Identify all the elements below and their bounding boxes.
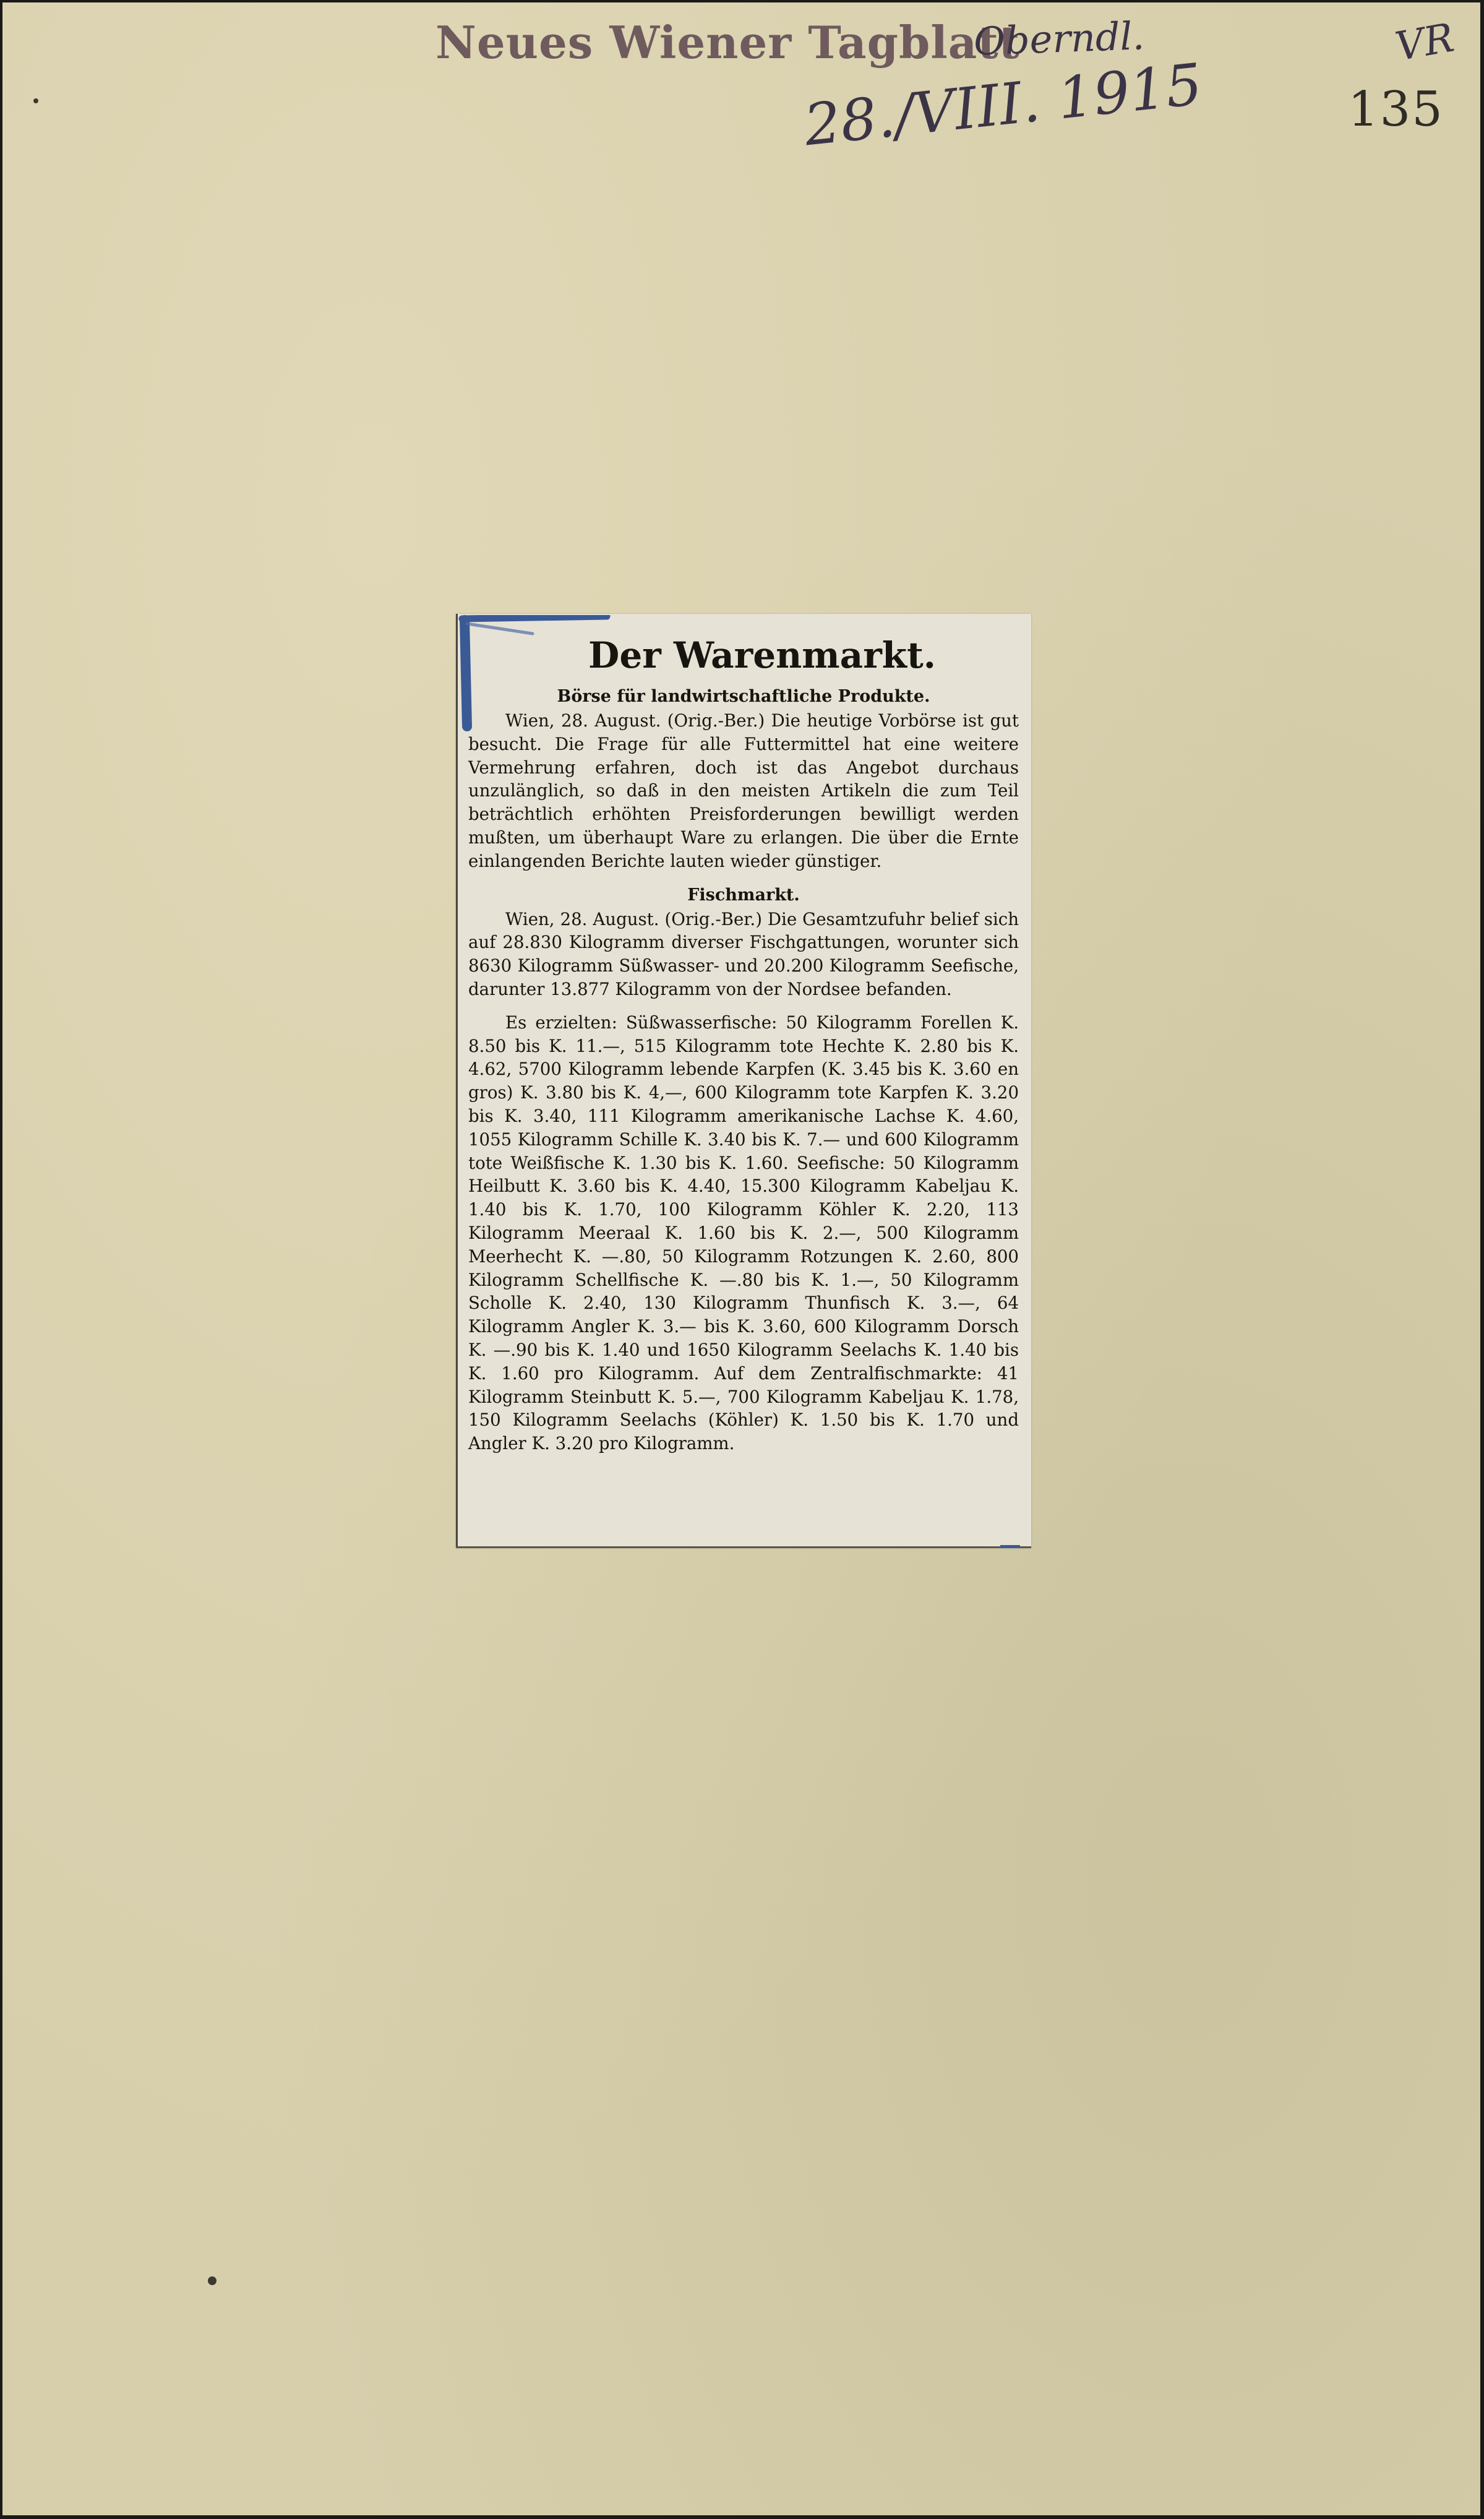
paragraph-text: Wien, 28. August. (Orig.-Ber.) Die heutige Vorbörse ist gut besucht. Die Frage für alle Futtermittel hat eine weitere Vermehrung erfahren, doch ist das Angebot durchaus unzulänglich, so daß in den meisten Artikeln die zum Teil beträchtlich erhöhten Preisforderungen bewilligt werden mußten, um überhaupt Ware zu erlangen. Die über die Ernte einlangenden Berichte lauten wieder günstiger. [468,710,1019,871]
article-headline: Der Warenmarkt. [588,634,936,676]
paper-speck [33,98,38,103]
handwritten-corner-mark: VR [1392,15,1458,71]
handwritten-name: Oberndl. [972,13,1146,64]
newspaper-clipping [456,614,1031,1548]
clipping-column-rule [456,614,458,1548]
section-paragraph-fischmarkt-2 [468,1011,1019,1455]
page-number: 135 [1348,82,1444,137]
clipping-bottom-edge [456,1546,1031,1548]
section-title-boerse: Börse für landwirtschaftliche Produkte. [557,687,930,706]
paragraph-text: Es erzielten: Süßwasserfische: 50 Kilogramm Forellen K. 8.50 bis K. 11.—, 515 Kilogramm tote Hechte K. 2.80 bis K. 4.62, 5700 Kilogramm lebende Karpfen (K. 3.45 bis K. 3.60 en gros) K. 3.80 bis K. 4,—, 600 Kilogramm tote Karpfen K. 3.20 bis K. 3.40, 111 Kilogramm amerikanische Lachse K. 4.60, 1055 Kilogramm Schille K. 3.40 bis K. 7.— und 600 Kilogramm tote Weißfische K. 1.30 bis K. 1.60. Seefische: 50 Kilogramm Heilbutt K. 3.60 bis K. 4.40, 15.300 Kilogramm Kabeljau K. 1.40 bis K. 1.70, 100 Kilogramm Köhler K. 2.20, 113 Kilogramm Meeraal K. 1.60 bis K. 2.—, 500 Kilogramm Meerhecht K. —.80, 50 Kilogramm Rotzungen K. 2.60, 800 Kilogramm Schellfische K. —.80 bis K. 1.—, 50 Kilogramm Scholle K. 2.40, 130 Kilogramm Thunfisch K. 3.—, 64 Kilogramm Angler K. 3.— bis K. 3.60, 600 Kilogramm Dorsch K. —.90 bis K. 1.40 und 1650 Kilogramm Seelachs K. 1.40 bis K. 1.60 pro Kilogramm. Auf dem Zentralfischmarkte: 41 Kilogramm Steinbutt K. 5.—, 700 Kilogramm Kabeljau K. 1.78, 150 Kilogramm Seelachs (Köhler) K. 1.50 bis K. 1.70 und Angler K. 3.20 pro Kilogramm. [468,1012,1019,1454]
paragraph-text: Wien, 28. August. (Orig.-Ber.) Die Gesamtzufuhr belief sich auf 28.830 Kilogramm diverser Fischgattungen, worunter sich 8630 Kilogramm Süßwasser- und 20.200 Kilogramm Seefische, darunter 13.877 Kilogramm von der Nordsee befanden. [468,908,1019,999]
section-paragraph-fischmarkt-1 [468,908,1019,1001]
blue-pencil-tick [1000,1545,1020,1548]
paper-speck [208,2276,217,2285]
archive-page [2,2,1480,2515]
section-title-fischmarkt: Fischmarkt. [687,885,800,905]
section-paragraph-boerse [468,709,1019,873]
newspaper-masthead: Neues Wiener Tagblatt [435,16,1020,69]
handwritten-date: 28./VIII. 1915 [801,51,1206,159]
article-body [468,632,1019,1455]
